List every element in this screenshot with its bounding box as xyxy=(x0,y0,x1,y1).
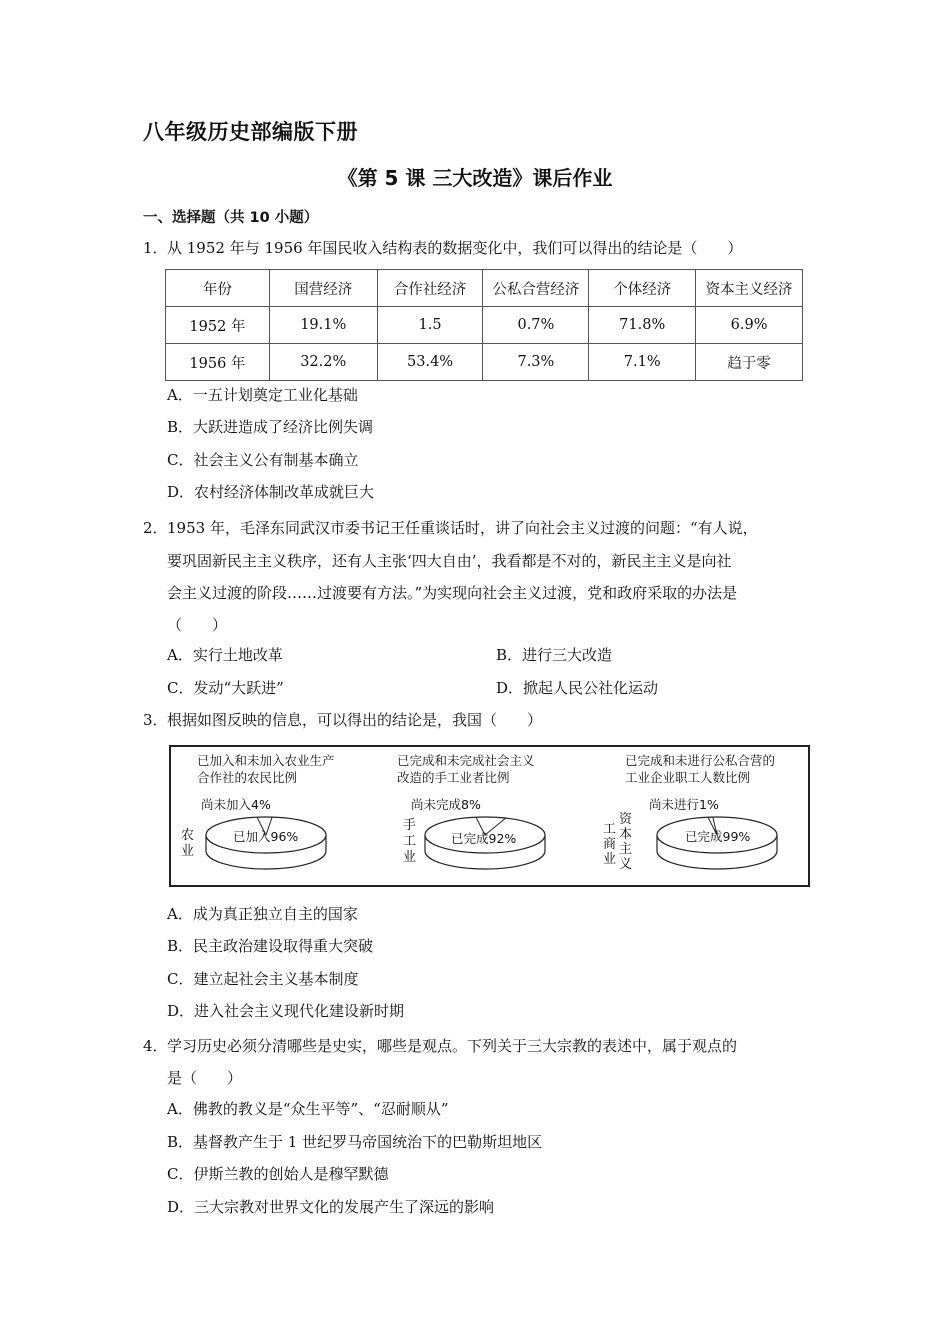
question-text: 是（ ） xyxy=(167,1069,243,1087)
table-header-cell: 个体经济 xyxy=(589,270,696,307)
option-a[interactable]: A．实行土地改革 xyxy=(167,646,283,664)
side-label: 工商业 xyxy=(603,822,617,867)
table-cell: 1956 年 xyxy=(166,344,270,381)
table-header-cell: 资本主义经济 xyxy=(696,270,803,307)
question-text: 从 1952 年与 1956 年国民收入结构表的数据变化中，我们可以得出的结论是（ ） xyxy=(167,239,743,257)
table-cell: 1.5 xyxy=(377,307,483,344)
option-c[interactable]: C．伊斯兰教的创始人是穆罕默德 xyxy=(167,1165,389,1183)
panel-title: 已加入和未加入农业生产 xyxy=(197,753,335,768)
question-1 xyxy=(143,232,813,264)
table-cell: 53.4% xyxy=(377,344,483,381)
pie-small-label: 尚未加入4% xyxy=(201,797,271,812)
question-text: 1953 年，毛泽东同武汉市委书记王任重谈话时，讲了向社会主义过渡的问题：“有人说， xyxy=(167,519,758,537)
option-d[interactable]: D．三大宗教对世界文化的发展产生了深远的影响 xyxy=(167,1198,495,1216)
question-text: 会主义过渡的阶段……过渡要有方法。”为实现向社会主义过渡，党和政府采取的办法是 xyxy=(167,584,738,602)
question-2 xyxy=(143,512,813,544)
panel-title: 改造的手工业者比例 xyxy=(397,770,510,785)
option-b[interactable]: B．民主政治建设取得重大突破 xyxy=(167,937,374,955)
panel-title: 已完成和未进行公私合营的 xyxy=(625,753,776,768)
question-text: （ ） xyxy=(167,616,228,634)
option-a[interactable]: A．一五计划奠定工业化基础 xyxy=(167,386,358,404)
table-header-cell: 合作社经济 xyxy=(377,270,483,307)
panel-title: 工业企业职工人数比例 xyxy=(625,770,751,785)
panel-title: 合作社的农民比例 xyxy=(197,770,298,785)
table-cell: 71.8% xyxy=(589,307,696,344)
option-a[interactable]: A．成为真正独立自主的国家 xyxy=(167,905,358,923)
option-c[interactable]: C．建立起社会主义基本制度 xyxy=(167,970,359,988)
question-text: 要巩固新民主主义秩序，还有人主张‘四大自由’，我看都是不对的，新民主主义是向社 xyxy=(167,552,732,570)
option-b[interactable]: B．基督教产生于 1 世纪罗马帝国统治下的巴勒斯坦地区 xyxy=(167,1133,543,1151)
table-cell: 7.1% xyxy=(589,344,696,381)
income-structure-table xyxy=(165,269,803,381)
pie-big-label: 已完成99% xyxy=(685,829,751,844)
pie-small-label: 尚未进行1% xyxy=(649,797,719,812)
question-number: 3． xyxy=(143,711,168,729)
table-row xyxy=(166,307,803,344)
table-row xyxy=(166,344,803,381)
option-d[interactable]: D．农村经济体制改革成就巨大 xyxy=(167,483,375,501)
question-number: 4． xyxy=(143,1037,168,1055)
pie-chart-handicraft xyxy=(425,817,545,869)
pie-small-label: 尚未完成8% xyxy=(411,797,481,812)
table-header-cell: 年份 xyxy=(166,270,270,307)
table-header-cell: 国营经济 xyxy=(269,270,377,307)
option-b[interactable]: B．大跃进造成了经济比例失调 xyxy=(167,418,374,436)
side-label: 手工业 xyxy=(403,818,417,865)
question-text: 学习历史必须分清哪些是史实，哪些是观点。下列关于三大宗教的表述中，属于观点的 xyxy=(167,1037,738,1055)
option-d[interactable]: D．进入社会主义现代化建设新时期 xyxy=(167,1002,405,1020)
question-4 xyxy=(143,1030,813,1062)
pie-big-label: 已完成92% xyxy=(451,831,517,846)
pie-chart-agriculture xyxy=(206,817,326,869)
table-cell: 32.2% xyxy=(269,344,377,381)
side-label: 资本主义 xyxy=(619,812,633,872)
table-cell: 0.7% xyxy=(483,307,589,344)
grade-heading: 八年级历史部编版下册 xyxy=(143,120,358,144)
side-label: 农业 xyxy=(181,828,195,859)
table-cell: 7.3% xyxy=(483,344,589,381)
option-c[interactable]: C．社会主义公有制基本确立 xyxy=(167,451,359,469)
table-cell: 6.9% xyxy=(696,307,803,344)
option-c[interactable]: C．发动“大跃进” xyxy=(167,679,284,697)
table-cell: 趋于零 xyxy=(696,344,803,381)
section-heading: 一、选择题（共 10 小题） xyxy=(143,210,319,226)
lesson-title: 《第 5 课 三大改造》课后作业 xyxy=(337,166,613,190)
question-number: 1． xyxy=(143,239,168,257)
question-text: 根据如图反映的信息，可以得出的结论是，我国（ ） xyxy=(167,711,543,729)
panel-title: 已完成和未完成社会主义 xyxy=(397,753,535,768)
pie-big-label: 已加入96% xyxy=(233,829,299,844)
pie-chart-capitalist-industry xyxy=(657,817,777,869)
question-3 xyxy=(143,704,813,736)
table-header-row xyxy=(166,270,803,307)
option-a[interactable]: A．佛教的教义是“众生平等”、“忍耐顺从” xyxy=(167,1100,449,1118)
table-cell: 1952 年 xyxy=(166,307,270,344)
option-d[interactable]: D．掀起人民公社化运动 xyxy=(496,679,659,697)
option-b[interactable]: B．进行三大改造 xyxy=(496,646,613,664)
table-cell: 19.1% xyxy=(269,307,377,344)
table-header-cell: 公私合营经济 xyxy=(483,270,589,307)
three-transformations-figure xyxy=(169,745,810,887)
question-number: 2． xyxy=(143,519,168,537)
